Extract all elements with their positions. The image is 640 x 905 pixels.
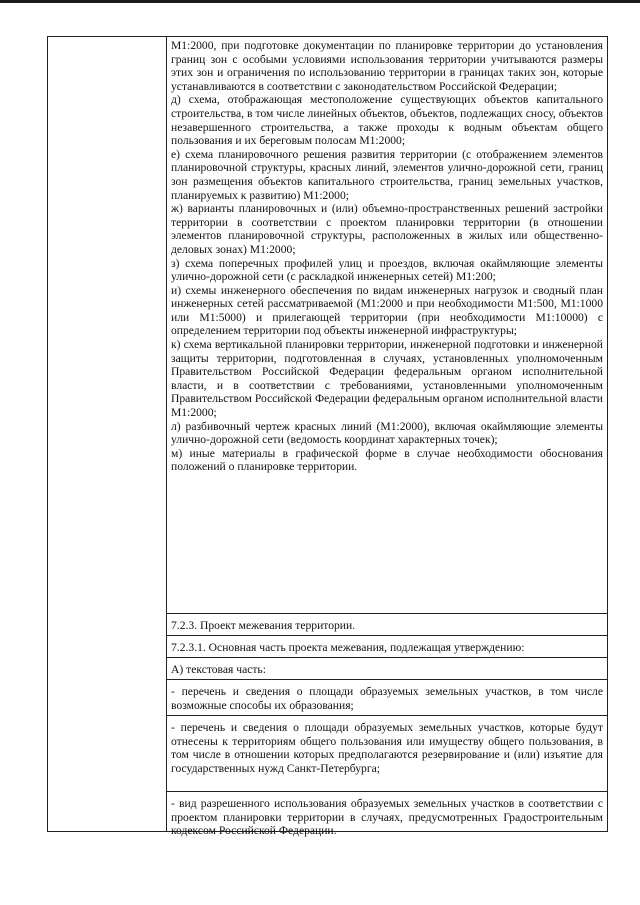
list-item: - перечень и сведения о площади образуемых земельных участков, в том числе возможные способы их образования;	[171, 685, 603, 712]
row-section-7-2-3	[167, 613, 607, 635]
row-list-item-1	[167, 679, 607, 715]
row-list-item-2	[167, 715, 607, 791]
paragraph-item-e: е) схема планировочного решения развития территории (с отображением элементов планировочной структуры, красных линий, элементов улично-дорожной сети, границ зон размещения объектов капитального строительства, границ земельных участков, планируемых к развитию) М1:2000;	[171, 147, 603, 202]
paragraph-item-m: м) иные материалы в графической форме в случае необходимости обоснования положений о планировке территории.	[171, 446, 603, 474]
text-part-heading: А) текстовая часть:	[171, 663, 266, 676]
row-list-item-3	[167, 791, 607, 838]
paragraph-item-l: л) разбивочный чертеж красных линий (М1:2000), включая окаймляющие элементы улично-дорожной сети (ведомость координат характерных точек);	[171, 419, 603, 447]
left-empty-column	[48, 37, 167, 831]
top-border-line	[0, 0, 640, 3]
section-heading: 7.2.3. Проект межевания территории.	[171, 619, 356, 632]
row-text-part	[167, 657, 607, 679]
paragraph-item-z: з) схема поперечных профилей улиц и проездов, включая окаймляющие элементы улично-дорожной сети (с раскладкой инженерных сетей) М1:200;	[171, 256, 603, 284]
paragraph-item-i: и) схемы инженерного обеспечения по видам инженерных нагрузок и сводный план инженерных сетей рассматриваемой (М1:2000 и при необходимости М1:500, М1:1000 или М1:5000) и прилегающей территории (при необходимости М1:10000) с определением территории под объекты инженерной инфраструктуры;	[171, 283, 603, 338]
list-item: - перечень и сведения о площади образуемых земельных участков, которые будут отнесены к территориям общего пользования или имуществу общего пользования, в том числе в отношении которых предполагаются резервирование и (или) изъятие для государственных нужд Санкт-Петербурга;	[171, 721, 603, 775]
right-content-column	[167, 37, 607, 838]
subsection-heading: 7.2.3.1. Основная часть проекта межевания, подлежащая утверждению:	[171, 641, 525, 654]
paragraph-scale-note: М1:2000, при подготовке документации по планировке территории до установления границ зон с особыми условиями использования территории учитываются размеры этих зон и ограничения по использованию территории в границах таких зон, которые устанавливаются в соответствии с законодательством Российской Федерации;	[171, 39, 603, 93]
paragraph-item-zh: ж) варианты планировочных и (или) объемно-пространственных решений застройки территории в соответствии с проектом планировки территории (в отношении элементов планировочной структуры, расположенных в жилых или общественно-деловых зонах) М1:2000;	[171, 202, 603, 256]
document-table	[47, 36, 608, 838]
row-section-7-2-3-1	[167, 635, 607, 657]
paragraph-item-d: д) схема, отображающая местоположение существующих объектов капитального строительства, в том числе линейных объектов, объектов, подлежащих сносу, объектов незавершенного строительства, а также проходы к водным объектам общего пользования и их береговым полосам М1:2000;	[171, 93, 603, 148]
graphic-materials-cell	[167, 37, 607, 613]
paragraph-item-k: к) схема вертикальной планировки территории, инженерной подготовки и инженерной защиты территории, подготовленная в случаях, установленных уполномоченным Правительством Российской Федерации федеральным органом исполнительной власти, и в соответствии с требованиями, установленными уполномоченным Правительством Российской Федерации федеральным органом исполнительной власти М1:2000;	[171, 338, 603, 420]
list-item: - вид разрешенного использования образуемых земельных участков в соответствии с проектом планировки территории в случаях, предусмотренных Градостроительным кодексом Российской Федерации.	[171, 797, 603, 838]
